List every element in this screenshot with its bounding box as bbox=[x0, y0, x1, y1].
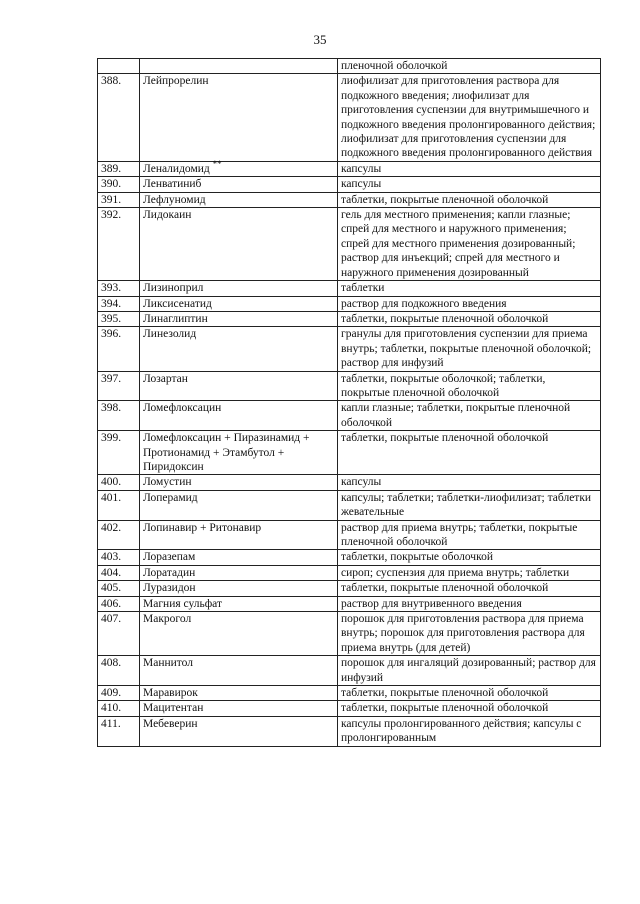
drug-name-cell bbox=[140, 550, 338, 565]
row-number: 390. bbox=[98, 177, 140, 192]
dosage-form: таблетки, покрытые пленочной оболочкой bbox=[338, 686, 601, 701]
drug-name: Маравирок bbox=[143, 687, 198, 700]
dosage-form: порошок для приготовления раствора для приема внутрь; порошок для приготовления раствора для приема внутрь (для детей) bbox=[338, 612, 601, 656]
row-number: 391. bbox=[98, 192, 140, 207]
drug-name: Ликсисенатид bbox=[143, 297, 212, 310]
dosage-form: капсулы bbox=[338, 161, 601, 176]
drug-name: Лозартан bbox=[143, 372, 188, 385]
row-number: 388. bbox=[98, 74, 140, 161]
dosage-form: капли глазные; таблетки, покрытые пленочной оболочкой bbox=[338, 401, 601, 431]
table-row bbox=[98, 431, 601, 475]
drug-name: Лоперамид bbox=[143, 491, 198, 504]
dosage-form: таблетки bbox=[338, 281, 601, 296]
drug-table-body bbox=[98, 59, 601, 747]
table-row bbox=[98, 490, 601, 520]
dosage-form: раствор для приема внутрь; таблетки, покрытые пленочной оболочкой bbox=[338, 520, 601, 550]
table-row bbox=[98, 281, 601, 296]
dosage-form: капсулы bbox=[338, 177, 601, 192]
dosage-form: лиофилизат для приготовления раствора для подкожного введения; лиофилизат для приготовления суспензии для внутримышечного и подкожного введения пролонгированного действия; лиофилизат для приготовления суспензии для подкожного введения пролонгированного действия bbox=[338, 74, 601, 161]
table-row bbox=[98, 686, 601, 701]
row-number bbox=[98, 59, 140, 74]
dosage-form: сироп; суспензия для приема внутрь; таблетки bbox=[338, 565, 601, 580]
row-number: 405. bbox=[98, 581, 140, 596]
drug-name-cell bbox=[140, 371, 338, 401]
dosage-form: порошок для ингаляций дозированный; раствор для инфузий bbox=[338, 656, 601, 686]
row-number: 409. bbox=[98, 686, 140, 701]
drug-name-cell bbox=[140, 716, 338, 746]
row-number: 411. bbox=[98, 716, 140, 746]
table-row bbox=[98, 296, 601, 311]
row-number: 408. bbox=[98, 656, 140, 686]
drug-name: Линаглиптин bbox=[143, 312, 208, 325]
table-row bbox=[98, 581, 601, 596]
drug-name-cell bbox=[140, 208, 338, 281]
row-number: 401. bbox=[98, 490, 140, 520]
table-row bbox=[98, 327, 601, 371]
drug-name-cell bbox=[140, 192, 338, 207]
drug-table bbox=[97, 58, 601, 747]
table-row bbox=[98, 177, 601, 192]
drug-name-cell bbox=[140, 59, 338, 74]
drug-name-cell bbox=[140, 701, 338, 716]
dosage-form: таблетки, покрытые пленочной оболочкой bbox=[338, 431, 601, 475]
dosage-form: капсулы пролонгированного действия; капсулы с пролонгированным bbox=[338, 716, 601, 746]
drug-mark: ** bbox=[212, 158, 222, 169]
drug-name-cell bbox=[140, 596, 338, 611]
table-row bbox=[98, 596, 601, 611]
dosage-form: капсулы bbox=[338, 475, 601, 490]
table-row bbox=[98, 550, 601, 565]
row-number: 399. bbox=[98, 431, 140, 475]
drug-name: Лопинавир + Ритонавир bbox=[143, 521, 262, 534]
row-number: 404. bbox=[98, 565, 140, 580]
drug-name-cell bbox=[140, 490, 338, 520]
row-number: 395. bbox=[98, 311, 140, 326]
table-row bbox=[98, 311, 601, 326]
table-row bbox=[98, 401, 601, 431]
drug-name-cell bbox=[140, 656, 338, 686]
drug-name: Ломефлоксацин + Пиразинамид + Протионамид + Этамбутол + Пиридоксин bbox=[143, 432, 310, 473]
row-number: 407. bbox=[98, 612, 140, 656]
drug-name-cell bbox=[140, 686, 338, 701]
page-number: 35 bbox=[313, 32, 327, 47]
row-number: 389. bbox=[98, 161, 140, 176]
dosage-form: капсулы; таблетки; таблетки-лиофилизат; таблетки жевательные bbox=[338, 490, 601, 520]
drug-name-cell bbox=[140, 520, 338, 550]
table-row bbox=[98, 74, 601, 161]
dosage-form: таблетки, покрытые пленочной оболочкой bbox=[338, 192, 601, 207]
drug-name-cell bbox=[140, 612, 338, 656]
drug-name-cell bbox=[140, 401, 338, 431]
table-row bbox=[98, 59, 601, 74]
table-row bbox=[98, 716, 601, 746]
table-row bbox=[98, 475, 601, 490]
row-number: 397. bbox=[98, 371, 140, 401]
row-number: 410. bbox=[98, 701, 140, 716]
table-row bbox=[98, 701, 601, 716]
drug-name: Макрогол bbox=[143, 613, 192, 626]
dosage-form: пленочной оболочкой bbox=[338, 59, 601, 74]
drug-name: Ленватиниб bbox=[143, 178, 202, 191]
table-row bbox=[98, 565, 601, 580]
row-number: 398. bbox=[98, 401, 140, 431]
dosage-form: таблетки, покрытые пленочной оболочкой bbox=[338, 311, 601, 326]
table-row bbox=[98, 208, 601, 281]
dosage-form: гель для местного применения; капли глазные; спрей для местного и наружного применения; спрей для местного применения дозированный; раствор для инъекций; спрей для местного и наружного применения дозированный bbox=[338, 208, 601, 281]
drug-name-cell bbox=[140, 565, 338, 580]
drug-name-cell bbox=[140, 74, 338, 161]
dosage-form: таблетки, покрытые пленочной оболочкой bbox=[338, 701, 601, 716]
drug-name-cell bbox=[140, 431, 338, 475]
drug-name: Магния сульфат bbox=[143, 597, 222, 610]
drug-name: Лейпрорелин bbox=[143, 75, 209, 88]
row-number: 392. bbox=[98, 208, 140, 281]
drug-name-cell bbox=[140, 158, 338, 176]
row-number: 394. bbox=[98, 296, 140, 311]
drug-name: Маннитол bbox=[143, 657, 194, 670]
drug-name-cell bbox=[140, 311, 338, 326]
table-row bbox=[98, 656, 601, 686]
row-number: 402. bbox=[98, 520, 140, 550]
drug-name-cell bbox=[140, 581, 338, 596]
table-row bbox=[98, 371, 601, 401]
dosage-form: раствор для подкожного введения bbox=[338, 296, 601, 311]
row-number: 406. bbox=[98, 596, 140, 611]
dosage-form: раствор для внутривенного введения bbox=[338, 596, 601, 611]
drug-name: Леналидомид bbox=[143, 162, 210, 175]
drug-name: Линезолид bbox=[143, 328, 197, 341]
drug-name-cell bbox=[140, 281, 338, 296]
drug-name: Лоразепам bbox=[143, 551, 196, 564]
row-number: 396. bbox=[98, 327, 140, 371]
drug-name: Ломустин bbox=[143, 476, 192, 489]
dosage-form: таблетки, покрытые оболочкой bbox=[338, 550, 601, 565]
drug-name: Ломефлоксацин bbox=[143, 402, 222, 415]
drug-name: Луразидон bbox=[143, 582, 196, 595]
drug-name: Лидокаин bbox=[143, 209, 192, 222]
row-number: 403. bbox=[98, 550, 140, 565]
drug-name: Мебеверин bbox=[143, 717, 198, 730]
dosage-form: таблетки, покрытые пленочной оболочкой bbox=[338, 581, 601, 596]
drug-name: Лизиноприл bbox=[143, 282, 204, 295]
drug-name-cell bbox=[140, 475, 338, 490]
table-row bbox=[98, 161, 601, 176]
table-row bbox=[98, 612, 601, 656]
dosage-form: таблетки, покрытые оболочкой; таблетки, покрытые пленочной оболочкой bbox=[338, 371, 601, 401]
row-number: 400. bbox=[98, 475, 140, 490]
drug-name-cell bbox=[140, 177, 338, 192]
drug-name: Лефлуномид bbox=[143, 193, 206, 206]
row-number: 393. bbox=[98, 281, 140, 296]
table-row bbox=[98, 520, 601, 550]
drug-name: Лоратадин bbox=[143, 566, 196, 579]
table-row bbox=[98, 192, 601, 207]
drug-name: Мацитентан bbox=[143, 702, 204, 715]
drug-name-cell bbox=[140, 296, 338, 311]
drug-name-cell bbox=[140, 327, 338, 371]
dosage-form: гранулы для приготовления суспензии для приема внутрь; таблетки, покрытые пленочной оболочкой; раствор для инфузий bbox=[338, 327, 601, 371]
